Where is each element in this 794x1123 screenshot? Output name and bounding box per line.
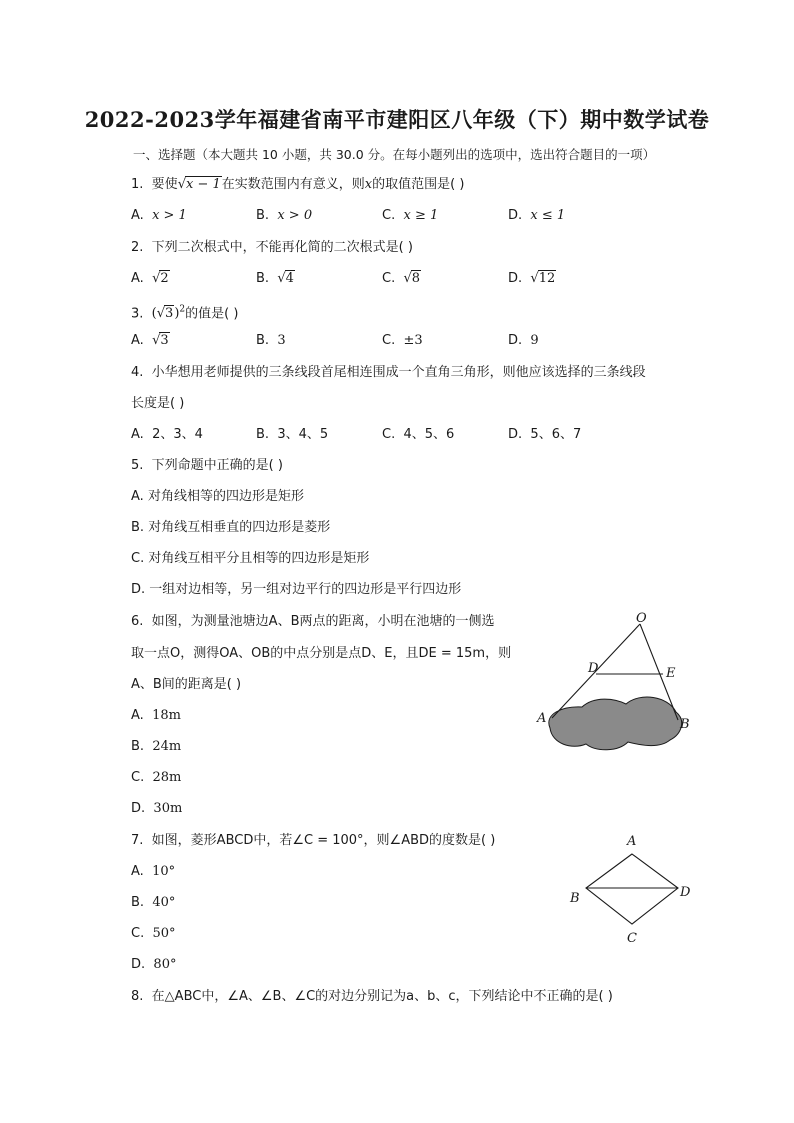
option-c[interactable]: C. 50°: [131, 926, 176, 941]
label-d: D: [588, 661, 599, 676]
question-number: 5.: [131, 458, 144, 473]
option-b[interactable]: B. 对角线互相垂直的四边形是菱形: [131, 520, 331, 535]
option-b[interactable]: B. 3、4、5: [256, 427, 329, 442]
option-b[interactable]: B. 24m: [131, 739, 182, 754]
question-4-cont: 长度是( ): [131, 396, 185, 411]
pond-shape: [549, 697, 682, 750]
option-b[interactable]: B. 3: [256, 333, 286, 348]
question-number: 7.: [131, 833, 144, 848]
option-c[interactable]: C. 28m: [131, 770, 182, 785]
question-text: 下列命题中正确的是( ): [151, 458, 283, 473]
question-6-cont: A、B间的距离是( ): [131, 677, 242, 692]
question-text: 要使: [151, 177, 178, 192]
question-number: 6.: [131, 614, 144, 629]
question-8: [131, 988, 613, 1006]
question-text: 的值是( ): [185, 306, 239, 322]
question-number: 2.: [131, 240, 144, 255]
option-a[interactable]: A. 对角线相等的四边形是矩形: [131, 489, 304, 504]
label-o: O: [636, 611, 647, 626]
option-a[interactable]: A. 2、3、4: [131, 427, 203, 442]
option-b[interactable]: B. 40°: [131, 895, 176, 910]
question-text: 在△ABC中，∠A、∠B、∠C的对边分别记为a、b、c，下列结论中不正确的是( ): [151, 989, 613, 1004]
question-1: [131, 176, 464, 194]
option-a[interactable]: A. 10°: [131, 864, 176, 879]
option-a[interactable]: A. x > 1: [131, 208, 187, 223]
question-6-cont: 取一点O，测得OA、OB的中点分别是点D、E，且DE = 15m，则: [131, 646, 512, 661]
question-text: 小华想用老师提供的三条线段首尾相连围成一个直角三角形，则他应该选择的三条线段: [151, 365, 646, 380]
option-b[interactable]: B. √4: [256, 271, 294, 286]
sqrt-expression: √x − 1: [177, 177, 221, 192]
exam-title: 2022-2023学年福建省南平市建阳区八年级（下）期中数学试卷: [84, 107, 710, 132]
label-d: D: [680, 885, 691, 900]
rhombus-figure: [560, 830, 700, 950]
rhombus-abcd: [586, 854, 678, 924]
question-number: 1.: [131, 177, 144, 192]
question-text: 如图，为测量池塘边A、B两点的距离，小明在池塘的一侧选: [151, 614, 495, 629]
question-7: [131, 832, 495, 850]
question-3: [131, 301, 238, 323]
label-a: A: [537, 711, 547, 726]
option-c[interactable]: C. 对角线互相平分且相等的四边形是矩形: [131, 551, 370, 566]
option-d[interactable]: D. 9: [508, 333, 539, 348]
option-d[interactable]: D. x ≤ 1: [508, 208, 566, 223]
math-expression: $(√3)^2$: [151, 305, 186, 322]
option-d[interactable]: D. √12: [508, 271, 556, 286]
option-d[interactable]: D. 30m: [131, 801, 183, 816]
option-d[interactable]: D. 80°: [131, 957, 177, 972]
question-number: 4.: [131, 365, 144, 380]
option-a[interactable]: A. 18m: [131, 708, 181, 723]
label-a: A: [627, 834, 637, 849]
question-text: 的取值范围是( ): [372, 177, 465, 192]
question-text: 在实数范围内有意义，则: [221, 177, 365, 192]
label-b: B: [680, 717, 690, 732]
option-d[interactable]: D. 5、6、7: [508, 427, 582, 442]
question-text: 如图，菱形ABCD中，若∠C = 100°，则∠ABD的度数是( ): [151, 833, 496, 848]
question-4: [131, 364, 646, 382]
question-number: 8.: [131, 989, 144, 1004]
option-c[interactable]: C. x ≥ 1: [382, 208, 439, 223]
label-c: C: [627, 931, 637, 946]
question-text: 下列二次根式中，不能再化简的二次根式是( ): [151, 240, 413, 255]
option-d[interactable]: D. 一组对边相等，另一组对边平行的四边形是平行四边形: [131, 582, 462, 597]
option-c[interactable]: C. 4、5、6: [382, 427, 455, 442]
option-c[interactable]: C. ±3: [382, 333, 423, 348]
option-c[interactable]: C. √8: [382, 271, 421, 286]
option-a[interactable]: A. √2: [131, 271, 169, 286]
pond-figure: [530, 610, 700, 760]
section-heading: 一、选择题（本大题共 10 小题，共 30.0 分。在每小题列出的选项中，选出符合题目的一项）: [133, 147, 656, 162]
question-6: [131, 613, 494, 631]
option-b[interactable]: B. x > 0: [256, 208, 313, 223]
variable: x: [364, 177, 373, 192]
label-e: E: [666, 666, 676, 681]
question-5: [131, 457, 283, 475]
question-number: 3.: [131, 306, 144, 322]
question-2: [131, 239, 413, 257]
label-b: B: [570, 891, 580, 906]
option-a[interactable]: A. √3: [131, 333, 169, 348]
